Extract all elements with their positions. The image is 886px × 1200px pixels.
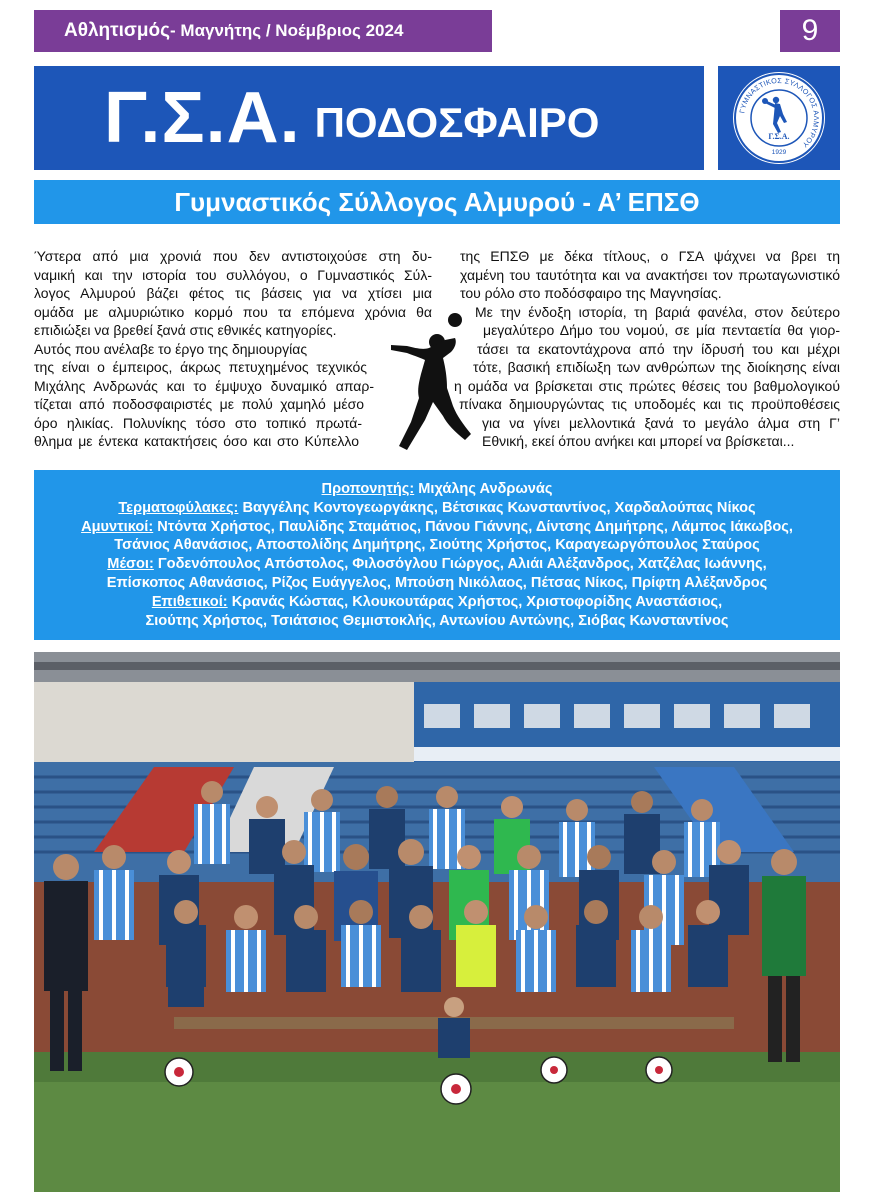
roster-forwards <box>34 593 840 612</box>
roster-midfielders <box>34 555 840 574</box>
crest-ring-text: ΓΥΜΝΑΣΤΙΚΟΣ ΣΥΛΛΟΓΟΣ ΑΛΜΥΡΟΥ <box>737 75 822 150</box>
soccer-player-silhouette-icon <box>385 312 477 454</box>
text-line: χαμένη του ταυτότητα και να ανακτήσει τον πρωταγωνιστικό <box>460 266 840 283</box>
defenders-list-1: Ντόντα Χρήστος, Παυλίδης Σταμάτιος, Πάνου Γιάννης, Δίντσης Δημήτρης, Λάμπος Ιάκωβος, <box>153 518 793 535</box>
roster-goalkeepers <box>34 499 840 518</box>
text-line: του ρόλο στο ποδόσφαιρο της Μαγνησίας. <box>460 285 722 301</box>
page-title <box>34 66 704 170</box>
goalkeepers-list: Βαγγέλης Κοντογεωργάκης, Βέτσικας Κωνσταντίνος, Χαρδαλούπας Νίκος <box>238 499 756 516</box>
defenders-list-2: Τσάνιος Αθανάσιος, Αποστολίδης Δημήτρης, Σιούτης Χρήστος, Καραγεωργόπουλος Σταύρος <box>114 537 760 554</box>
text-line: τάσει τα εκατοντάχρονα από την ίδρυσή του και μέχρι <box>477 340 840 357</box>
text-line: τότε, βασική επιδίωξη των ανθρώπων της διοίκησης είναι <box>473 359 840 375</box>
text-line: Αυτός που ανέλαβε το έργο της δημιουργίας <box>34 340 308 357</box>
page-number: 9 <box>780 10 840 52</box>
text-line: ομάδα με αλμυριώτικο κορμό που τα επόμενα χρόνια θα <box>34 303 432 320</box>
role-label-coach: Προπονητής: <box>321 481 415 497</box>
text-line: της ΕΠΣΘ με δέκα τίτλους, ο ΓΣΑ ψάχνει να βρει τη <box>460 248 840 264</box>
crest-initials: Γ.Σ.Α. <box>768 132 790 141</box>
section-name: Αθλητισμός <box>64 20 171 41</box>
article-column-1 <box>34 247 432 451</box>
text-line: λογος Αλμυρού βάζει φέτος τις βάσεις για να χτίσει μια <box>34 285 432 301</box>
text-line: ναμική και την ιστορία του συλλόγου, ο Γυμναστικός Σύλ- <box>34 266 432 283</box>
text-line: Ύστερα από μια χρονιά που δεν αντιστοιχούσε στη δυ- <box>34 248 432 264</box>
role-label-defenders: Αμυντικοί: <box>81 518 154 535</box>
team-photo <box>34 652 840 1192</box>
text-line: θλημα με έντεκα κατακτήσεις όσο και στο Κύπελλο <box>34 433 359 449</box>
crest-year: 1929 <box>771 149 787 156</box>
coach-name: Μιχάλης Ανδρωνάς <box>414 481 553 497</box>
text-line: όρο ηλικίας. Πολυνίκης τόσο στο τοπικό πρωτά- <box>34 414 362 431</box>
midfielders-list-1: Γοδενόπουλος Απόστολος, Φιλοσόγλου Γιώργος, Αλιάι Αλέξανδρος, Χατζέλας Ιωάννης, <box>153 556 767 573</box>
role-label-midfielders: Μέσοι: <box>107 556 154 573</box>
subtitle-band: Γυμναστικός Σύλλογος Αλμυρού - Α’ ΕΠΣΘ <box>34 180 840 224</box>
text-line: Με την ένδοξη ιστορία, τη βαριά φανέλα, στον δεύτερο <box>475 303 840 320</box>
club-crest-icon <box>718 66 840 170</box>
role-label-goalkeepers: Τερματοφύλακες: <box>118 499 239 516</box>
text-line: η ομάδα να βρίσκεται στις πρώτες θέσεις του βαθμολογικού <box>454 377 840 394</box>
sport-title: ΠΟΔΟΣΦΑΙΡΟ <box>314 99 600 146</box>
text-line: Μιχάλης Ανδρωνάς και το έμψυχο δυναμικό απαρ- <box>34 377 374 394</box>
club-abbreviation: Γ.Σ.Α. <box>104 78 301 158</box>
forwards-list-1: Κρανάς Κώστας, Κλουκουτάρας Χρήστος, Χριστοφορίδης Αναστάσιος, <box>227 593 723 610</box>
edition-info: - Μαγνήτης / Νοέμβριος 2024 <box>170 21 404 40</box>
team-roster <box>34 470 840 640</box>
text-line: τίζεται από ποδοσφαιριστές με πολύ χαμηλό μέσο <box>34 396 364 412</box>
article-column-2 <box>455 247 840 451</box>
text-line: επιδιώξει να βρεθεί ξανά στις εθνικές κατηγορίες. <box>34 322 337 338</box>
roster-defenders <box>34 518 840 537</box>
text-line: μεγαλύτερο Δήμο του νομού, σε μία πενταετία θα γιορ- <box>483 322 840 338</box>
role-label-forwards: Επιθετικοί: <box>151 593 228 610</box>
issue-bar <box>34 10 492 52</box>
text-line: της είναι ο έμπειρος, άκρως πετυχημένος τεχνικός <box>34 359 367 375</box>
forwards-list-2: Σιούτης Χρήστος, Τσιάτσιος Θεμιστοκλής, Αντωνίου Αντώνης, Σιόβας Κωνσταντίνος <box>145 612 729 629</box>
text-line: για να γίνει μελλοντικά ξανά το μεγάλο άλμα στη Γ’ <box>482 414 840 431</box>
text-line: Εθνική, εκεί όπου ανήκει και μπορεί να βρίσκεται... <box>482 433 795 449</box>
midfielders-list-2: Επίσκοπος Αθανάσιος, Ρίζος Ευάγγελος, Μπούση Νικόλαος, Πέτσας Νίκος, Πρίφτη Αλέξανδρος <box>106 574 768 591</box>
roster-coach <box>34 480 840 499</box>
text-line: πίνακα δημιουργώντας τις υποδομές και τις προϋποθέσεις <box>459 396 840 412</box>
